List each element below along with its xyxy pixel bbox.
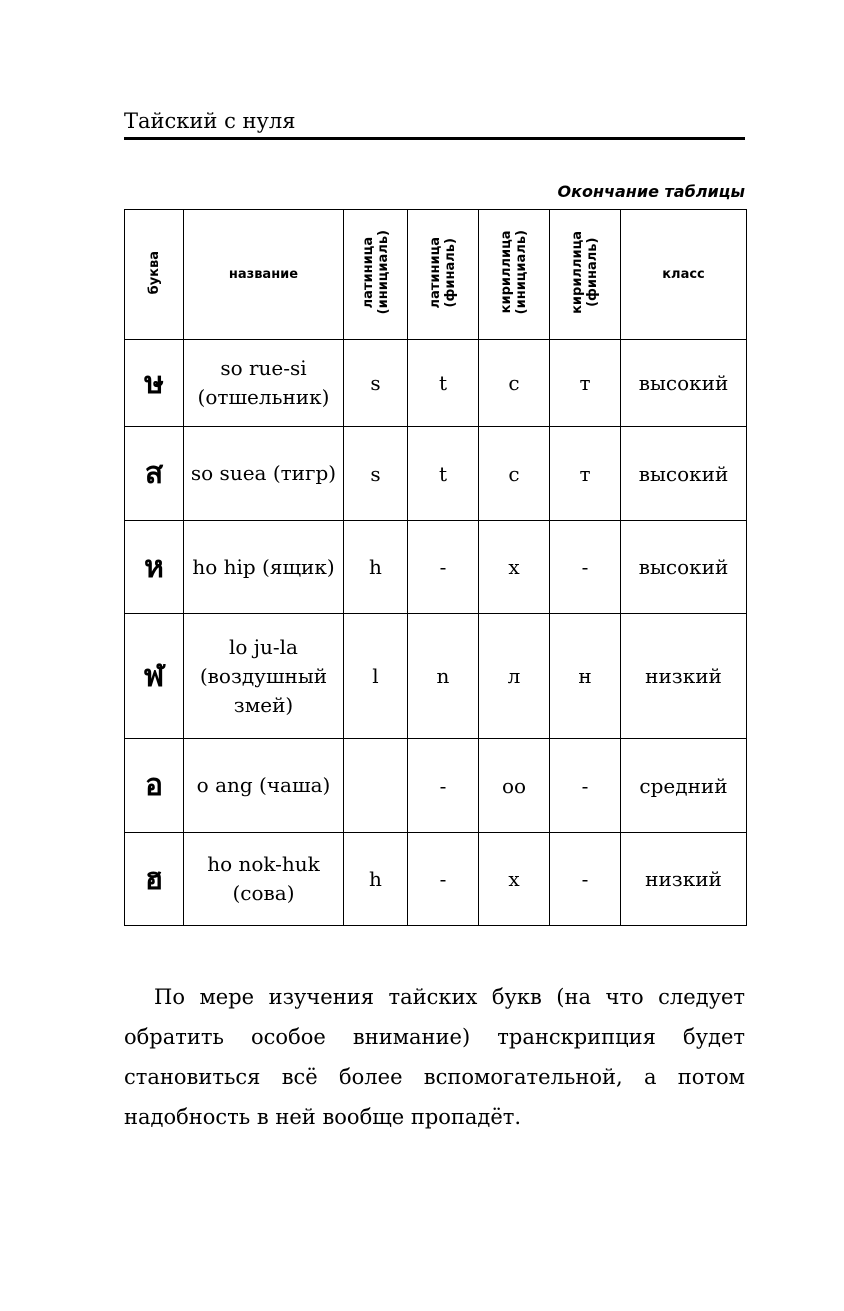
- letter-class: высокий: [621, 427, 747, 521]
- letter-name: ho nok-huk (сова): [184, 833, 344, 926]
- letter-class: высокий: [621, 521, 747, 614]
- latin-initial: h: [344, 833, 408, 926]
- latin-initial: [344, 739, 408, 833]
- cyrillic-initial: х: [479, 833, 550, 926]
- header-cell-lat-fin: латиница (финаль): [408, 210, 479, 340]
- letter-name: lo ju-la (воздушный змей): [184, 614, 344, 739]
- cyrillic-final: -: [550, 739, 621, 833]
- table-header-row: [125, 210, 747, 340]
- header-cell-name: название: [184, 210, 344, 340]
- latin-final: t: [408, 427, 479, 521]
- latin-initial: s: [344, 427, 408, 521]
- table-row: [125, 427, 747, 521]
- cyrillic-initial: х: [479, 521, 550, 614]
- latin-initial: s: [344, 340, 408, 427]
- cyrillic-initial: л: [479, 614, 550, 739]
- header-cell-class: класс: [621, 210, 747, 340]
- thai-letter: ฬ: [125, 614, 184, 739]
- header-cell-cyr-fin: кириллица (финаль): [550, 210, 621, 340]
- table-row: [125, 739, 747, 833]
- cyrillic-final: н: [550, 614, 621, 739]
- table-row: [125, 521, 747, 614]
- header-cell-letter: буква: [125, 210, 184, 340]
- table-row: [125, 614, 747, 739]
- cyrillic-final: -: [550, 521, 621, 614]
- latin-final: t: [408, 340, 479, 427]
- header-rule: [124, 137, 745, 140]
- latin-final: -: [408, 739, 479, 833]
- header-cell-lat-init: латиница (инициаль): [344, 210, 408, 340]
- latin-final: n: [408, 614, 479, 739]
- cyrillic-final: т: [550, 340, 621, 427]
- latin-final: -: [408, 833, 479, 926]
- table-row: [125, 340, 747, 427]
- thai-letter: ส: [125, 427, 184, 521]
- cyrillic-initial: с: [479, 427, 550, 521]
- thai-letter: ษ: [125, 340, 184, 427]
- cyrillic-final: т: [550, 427, 621, 521]
- letter-name: o ang (чаша): [184, 739, 344, 833]
- header-cell-cyr-init: кириллица (инициаль): [479, 210, 550, 340]
- letter-name: ho hip (ящик): [184, 521, 344, 614]
- cyrillic-initial: с: [479, 340, 550, 427]
- letter-class: низкий: [621, 833, 747, 926]
- latin-final: -: [408, 521, 479, 614]
- running-head: Тайский с нуля: [124, 109, 296, 133]
- latin-initial: h: [344, 521, 408, 614]
- table-row: [125, 833, 747, 926]
- letter-name: so suea (тигр): [184, 427, 344, 521]
- thai-letter: ฮ: [125, 833, 184, 926]
- body-paragraph: [124, 977, 745, 1137]
- thai-letters-table: [124, 209, 747, 926]
- thai-letter: อ: [125, 739, 184, 833]
- table-caption: Окончание таблицы: [557, 182, 745, 201]
- letter-class: средний: [621, 739, 747, 833]
- letter-name: so rue-si (отшельник): [184, 340, 344, 427]
- thai-letter: ห: [125, 521, 184, 614]
- cyrillic-final: -: [550, 833, 621, 926]
- latin-initial: l: [344, 614, 408, 739]
- letter-class: низкий: [621, 614, 747, 739]
- paragraph-text: По мере изучения тайских букв (на что следует обратить особое внимание) транскрипция будет становиться всё более вспомогательной, а потом надобность в ней вообще пропадёт.: [124, 985, 745, 1129]
- letter-class: высокий: [621, 340, 747, 427]
- cyrillic-initial: оо: [479, 739, 550, 833]
